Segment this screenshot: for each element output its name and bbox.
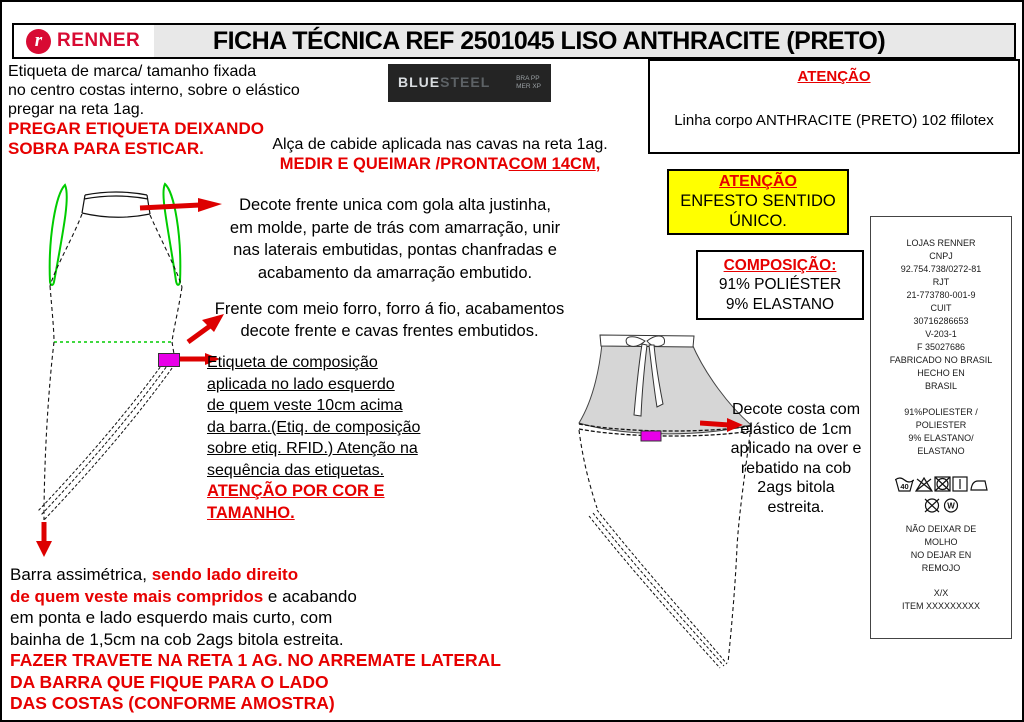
care-line: LOJAS RENNER [906, 238, 976, 248]
note-line: Decote costa com [731, 401, 861, 418]
renner-brand-text: RENNER [57, 30, 141, 51]
care-line: HECHO EN [917, 368, 965, 378]
svg-text:W: W [946, 501, 955, 511]
bluesteel-label-image [388, 64, 551, 102]
attention-title: ATENÇÃO [719, 173, 797, 190]
care-symbols-row-2 [871, 497, 1011, 514]
note-line: elástico de 1cm [740, 420, 852, 438]
composition-line: 91% POLIÉSTER [718, 276, 842, 293]
iron-icon [969, 476, 988, 492]
care-line: CUIT [930, 303, 952, 313]
renner-logo-icon: r [26, 29, 51, 54]
note-line-warning: FAZER TRAVETE NA RETA 1 AG. NO ARREMATE LATERAL [10, 650, 501, 670]
care-line: NÃO DEIXAR DE [905, 524, 977, 534]
decote-costa-note [720, 400, 872, 517]
composition-box [696, 250, 864, 320]
etiqueta-composicao-note [207, 352, 422, 524]
care-line: POLIESTER [915, 420, 967, 430]
note-line-warning: DAS COSTAS (CONFORME AMOSTRA) [10, 693, 335, 713]
arrow-hem-down-icon [32, 520, 56, 560]
professional-wetclean-w-icon [942, 497, 960, 514]
note-line: Frente com meio forro, forro á fio, acabamentos [214, 300, 565, 318]
renner-logo [14, 25, 154, 57]
attention-spreading-box [667, 169, 849, 235]
attention-title: ATENÇÃO [797, 68, 871, 85]
care-line: F 35027686 [916, 342, 966, 352]
care-line: MOLHO [924, 537, 958, 547]
note-line-warning: TAMANHO. [207, 503, 295, 522]
note-line: Barra assimétrica, sendo lado direito [10, 565, 299, 584]
note-line: Etiqueta de composição [207, 354, 378, 371]
composition-title: COMPOSIÇÃO: [723, 257, 837, 274]
barra-assimetrica-note [10, 564, 550, 715]
decote-frente-note [194, 194, 596, 284]
note-line: pregar na reta 1ag. [8, 101, 145, 118]
note-line: 2ags bitola [757, 479, 835, 496]
care-line: 92.754.738/0272-81 [900, 264, 982, 274]
care-line: BRASIL [924, 381, 957, 391]
page-title: FICHA TÉCNICA REF 2501045 LISO ANTHRACITE (PRETO) [212, 26, 886, 55]
note-line: decote frente e cavas frentes embutidos. [240, 322, 539, 340]
note-line-warning: SOBRA PARA ESTICAR. [8, 138, 204, 158]
attention-body: Linha corpo ANTHRACITE (PRETO) 102 ffilotex [674, 112, 994, 129]
note-line: Alça de cabide aplicada nas cavas na reta 1ag. [272, 136, 608, 153]
bluesteel-brand-text: BLUESTEEL [398, 74, 491, 90]
care-line: ELASTANO [917, 446, 965, 456]
care-line: X/X [933, 588, 949, 598]
care-line: 9% ELASTANO/ [908, 433, 974, 443]
note-line: rebatido na cob [740, 459, 852, 477]
note-line: Decote frente unica com gola alta justinha, [239, 196, 551, 214]
note-line: de quem veste 10cm acima [207, 397, 403, 414]
care-line: 30716286653 [913, 316, 969, 326]
note-line: Etiqueta de marca/ tamanho fixada [8, 63, 257, 80]
care-line: NO DEJAR EN [910, 550, 972, 560]
note-line-warning: MEDIR E QUEIMAR /PRONTACOM 14CM, [279, 155, 601, 173]
wash-40-icon [895, 476, 914, 492]
do-not-tumble-dry-icon [934, 476, 951, 492]
note-line-warning: ATENÇÃO POR COR E [207, 482, 385, 500]
do-not-dryclean-icon [923, 497, 941, 514]
note-line-warning: PREGAR ETIQUETA DEIXANDO [8, 119, 264, 138]
note-line: em molde, parte de trás com amarração, unir [229, 218, 561, 237]
line-dry-icon [952, 476, 968, 492]
front-composition-label-swatch [158, 353, 180, 367]
care-label [870, 216, 1012, 639]
do-not-bleach-icon [915, 476, 933, 492]
care-line: CNPJ [929, 251, 953, 261]
header-bar [12, 23, 1016, 59]
care-line: ITEM XXXXXXXXX [901, 601, 981, 611]
care-line: REMOJO [921, 563, 961, 573]
attention-line: ÚNICO. [729, 212, 787, 230]
svg-text:40: 40 [899, 482, 909, 491]
bluesteel-size-text: BRA PP MER XP [516, 75, 541, 90]
note-line: em ponta e lado esquerdo mais curto, com [10, 608, 333, 627]
note-line: nas laterais embutidas, pontas chanfradas e [233, 241, 557, 259]
attention-line: ENFESTO SENTIDO [680, 192, 836, 210]
care-line: RJT [932, 277, 950, 287]
note-line: bainha de 1,5cm na cob 2ags bitola estreita. [10, 629, 344, 649]
hanger-strap-note [264, 135, 616, 174]
note-line: aplicado na over e [730, 440, 862, 457]
care-symbols-row-1 [871, 476, 1011, 492]
note-line: no centro costas interno, sobre o elástico [8, 82, 300, 99]
care-line: 91%POLIESTER / [904, 407, 978, 417]
composition-line: 9% ELASTANO [725, 296, 835, 313]
note-line: de quem veste mais compridos e acabando [10, 586, 357, 606]
note-line: sequência das etiquetas. [207, 461, 385, 479]
forro-note [182, 298, 597, 342]
note-line: da barra.(Etiq. de composição [207, 418, 421, 436]
note-line: estreita. [767, 498, 825, 516]
care-line: V-203-1 [925, 329, 957, 339]
care-line: FABRICADO NO BRASIL [889, 355, 993, 365]
note-line: sobre etiq. RFID.) Atenção na [207, 440, 418, 457]
note-line: acabamento da amarração embutido. [257, 263, 533, 282]
note-line-warning: DA BARRA QUE FIQUE PARA O LADO [10, 671, 329, 692]
attention-thread-box [648, 59, 1020, 154]
care-line: 21-773780-001-9 [906, 290, 976, 300]
note-line: aplicada no lado esquerdo [207, 375, 395, 393]
